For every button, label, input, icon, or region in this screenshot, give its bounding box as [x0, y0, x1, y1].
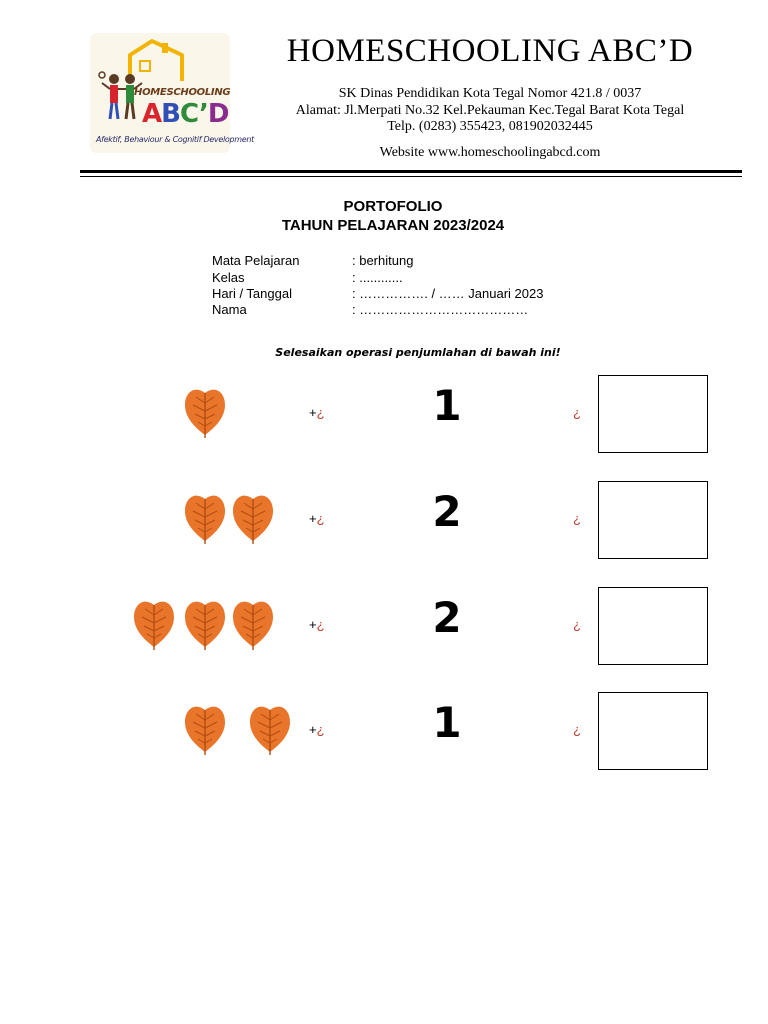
- answer-box[interactable]: [598, 587, 708, 665]
- info-label: Mata Pelajaran: [212, 253, 300, 268]
- addend-number: 1: [432, 381, 462, 430]
- logo-top-text: HOMESCHOOLING: [134, 87, 231, 98]
- problem-row: [0, 692, 768, 772]
- problem-row: [0, 481, 768, 561]
- website-line: Website www.homeschoolingabcd.com: [379, 145, 601, 160]
- addend-number: 2: [432, 487, 462, 536]
- orange-leaf-icon: [184, 593, 226, 656]
- document-title: PORTOFOLIO: [343, 198, 443, 215]
- instruction-text: Selesaikan operasi penjumlahan di bawah ini!: [275, 346, 561, 359]
- orange-leaf-icon: [133, 593, 175, 656]
- header-divider-thin: [80, 176, 742, 177]
- logo-main-text: ABC’D: [142, 99, 229, 129]
- answer-box[interactable]: [598, 481, 708, 559]
- orange-leaf-icon: [232, 487, 274, 550]
- info-value: : …………………………………: [352, 302, 529, 317]
- decree-line: SK Dinas Pendidikan Kota Tegal Nomor 421.8 / 0037: [338, 86, 642, 101]
- orange-leaf-icon: [249, 698, 291, 761]
- school-name: HOMESCHOOLING ABC’D: [286, 33, 694, 69]
- plus-sign: +¿: [309, 511, 325, 526]
- logo-tagline: Afektif, Behaviour & Cognitif Development: [96, 135, 255, 144]
- addend-number: 2: [432, 593, 462, 642]
- plus-sign: +¿: [309, 405, 325, 420]
- equals-mark: ¿: [573, 722, 581, 737]
- equals-mark: ¿: [573, 511, 581, 526]
- address-line: Alamat: Jl.Merpati No.32 Kel.Pekauman Kec.Tegal Barat Kota Tegal: [295, 103, 685, 118]
- answer-box[interactable]: [598, 375, 708, 453]
- info-value: : ............: [352, 270, 403, 285]
- info-label: Nama: [212, 302, 247, 317]
- phone-line: Telp. (0283) 355423, 081902032445: [387, 119, 593, 134]
- orange-leaf-icon: [184, 381, 226, 444]
- info-label: Hari / Tanggal: [212, 286, 292, 301]
- plus-sign: +¿: [309, 722, 325, 737]
- equals-mark: ¿: [573, 617, 581, 632]
- document-subtitle: TAHUN PELAJARAN 2023/2024: [281, 217, 505, 234]
- info-value: : ……………. / …… Januari 2023: [352, 286, 544, 301]
- equals-mark: ¿: [573, 405, 581, 420]
- addend-number: 1: [432, 698, 462, 747]
- header-divider-thick: [80, 170, 742, 173]
- plus-sign: +¿: [309, 617, 325, 632]
- answer-box[interactable]: [598, 692, 708, 770]
- problem-row: [0, 587, 768, 667]
- info-value: : berhitung: [352, 253, 414, 268]
- orange-leaf-icon: [232, 593, 274, 656]
- orange-leaf-icon: [184, 487, 226, 550]
- orange-leaf-icon: [184, 698, 226, 761]
- problem-row: [0, 375, 768, 455]
- school-logo: [90, 33, 255, 153]
- info-label: Kelas: [212, 270, 245, 285]
